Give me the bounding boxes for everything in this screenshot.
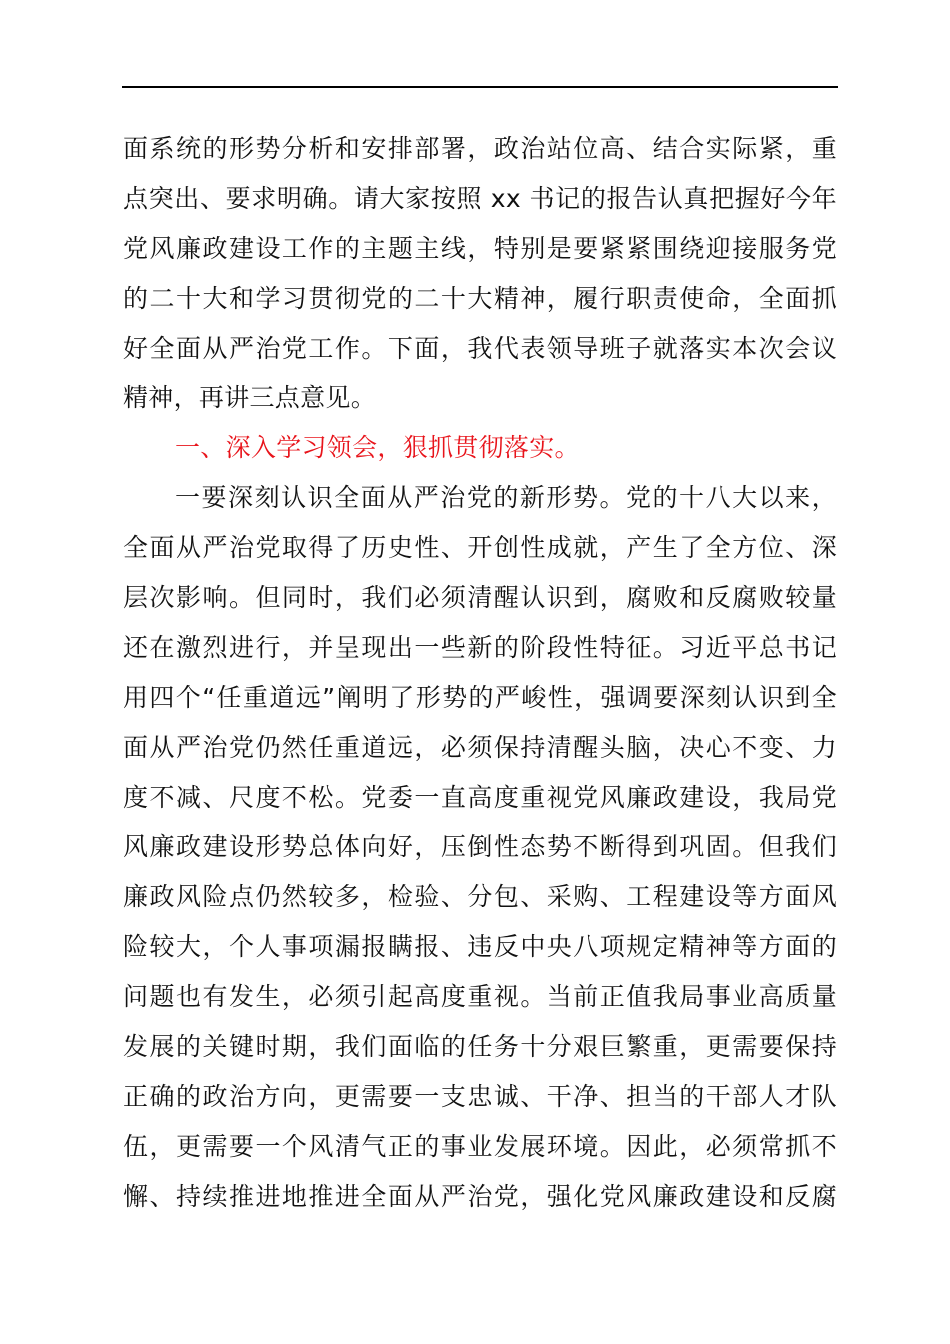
paragraph: [123, 473, 837, 1221]
document-body: [123, 124, 837, 1222]
text-line: 险较大，个人事项漏报瞒报、违反中央八项规定精神等方面的: [123, 932, 837, 962]
text-line: 还在激烈进行，并呈现出一些新的阶段性特征。习近平总书记: [123, 632, 837, 662]
text-line: 发展的关键时期，我们面临的任务十分艰巨繁重，更需要保持: [123, 1032, 837, 1062]
text-line: 正确的政治方向，更需要一支忠诚、干净、担当的干部人才队: [123, 1081, 837, 1111]
text-line: 一要深刻认识全面从严治党的新形势。党的十八大以来，: [175, 483, 837, 513]
section-heading: 一、深入学习领会，狠抓贯彻落实。: [175, 433, 580, 463]
text-line: 好全面从严治党工作。下面，我代表领导班子就落实本次会议: [123, 333, 837, 363]
text-line: 用四个“任重道远”阐明了形势的严峻性，强调要深刻认识到全: [123, 682, 837, 712]
text-line: 的二十大和学习贯彻党的二十大精神，履行职责使命，全面抓: [123, 283, 837, 313]
text-line: 问题也有发生，必须引起高度重视。当前正值我局事业高质量: [123, 982, 837, 1012]
text-line: 面从严治党仍然任重道远，必须保持清醒头脑，决心不变、力: [123, 732, 837, 762]
paragraph: [123, 124, 837, 423]
text-line: 精神，再讲三点意见。: [123, 383, 377, 413]
text-line: 点突出、要求明确。请大家按照 xx 书记的报告认真把握好今年: [123, 183, 837, 213]
text-line: 廉政风险点仍然较多，检验、分包、采购、工程建设等方面风: [123, 882, 837, 912]
text-line: 面系统的形势分析和安排部署，政治站位高、结合实际紧，重: [123, 134, 837, 163]
text-line: 层次影响。但同时，我们必须清醒认识到，腐败和反腐败较量: [123, 583, 837, 613]
text-line: 党风廉政建设工作的主题主线，特别是要紧紧围绕迎接服务党: [123, 233, 837, 263]
text-line: 全面从严治党取得了历史性、开创性成就，产生了全方位、深: [123, 533, 837, 563]
text-line: 风廉政建设形势总体向好，压倒性态势不断得到巩固。但我们: [123, 832, 837, 862]
text-line: 伍，更需要一个风清气正的事业发展环境。因此，必须常抓不: [123, 1131, 837, 1161]
text-line: 度不减、尺度不松。党委一直高度重视党风廉政建设，我局党: [123, 782, 837, 812]
text-line: 懈、持续推进地推进全面从严治党，强化党风廉政建设和反腐: [123, 1181, 837, 1211]
header-rule: [122, 86, 838, 88]
